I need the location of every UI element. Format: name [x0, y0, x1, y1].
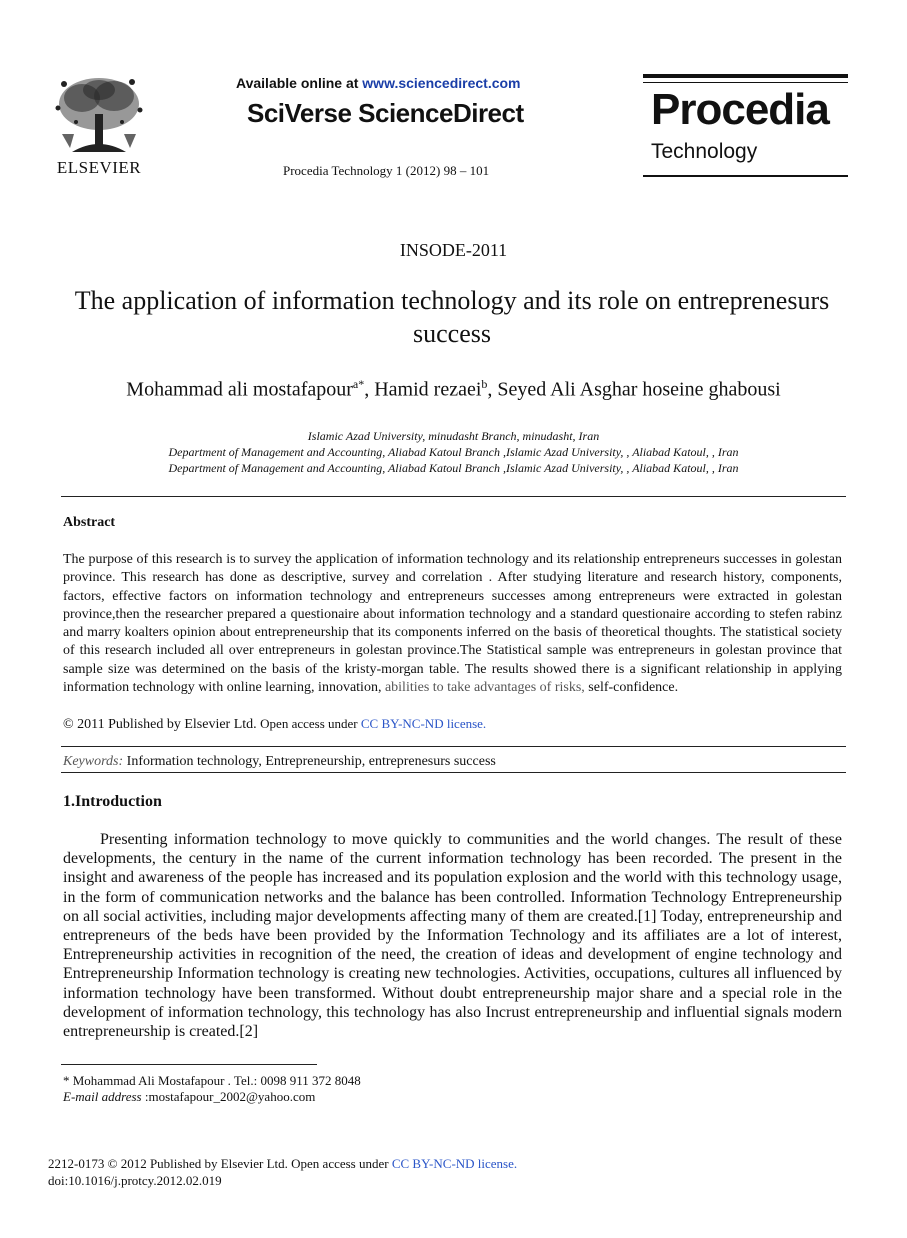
doi[interactable]: doi:10.1016/j.protcy.2012.02.019: [48, 1173, 222, 1188]
abstract-text: [63, 551, 842, 697]
introduction-text: Presenting information technology to move quickly to communities and the world changes. The result of these developments, the century in the name of the current information technology has been recorded. The present in the insight and awareness of the people has increased and its population explosion and the world with this technology usage, in the form of communication networks and the balance has been controlled. Information Technology Entrepreneurship on all social activities, including major developments affecting many of them are created.[1] Today, entrepreneurship and entrepreneurs of the beds have been provided by the Information Technology and its affiliates are a lot of interest, Entrepreneurship activities in recognition of the need, the creation of ideas and development of engine technology and Entrepreneurship Information technology is creating new technologies. Activities, occupations, cultures all influenced by information technology have been transformed. Without doubt entrepreneurship major share and a special role in the development of information technology, this technology has also Incrust entrepreneurship and influential signals modern entrepreneurship is created.[2]: [63, 831, 842, 1041]
journal-subtitle: Technology: [651, 140, 758, 163]
abstract-body: The purpose of this research is to survey the application of information technology and its relationship entrepreneurs successes in golestan province. This research has done as descriptive, survey and correlation . After studying literature and research history, components, factors, effective factors on information technology and entrepreneurs successes among entrepreneurs were extracted in golestan province,then the researcher prepared a questionaire about information technology and a standard questionaire according to stefen rabinz and marry koalters opinion about entrepreneurship that its components inferred on the basis of theoretical thoughts. The statistical society of this research included all over entrepreneurs in golestan province.The Statistical sample was entrepreneurs in golestan province that sample size was determined on the basis of the kristy-morgan table. The results showed there is a significant relationship in applying information technology with online learning, innovation,: [63, 552, 842, 696]
footnote-divider: [61, 1064, 317, 1065]
affiliation: Department of Management and Accounting, Aliabad Katoul Branch ,Islamic Azad University, , Aliabad Katoul, , Iran: [168, 445, 739, 459]
article-title: The application of information technology and its role on entreprenesurs success: [74, 286, 830, 348]
author-sup: b: [481, 377, 488, 391]
copyright: © 2011 Published by Elsevier Ltd.: [63, 717, 257, 732]
divider: [61, 496, 846, 497]
issn-line: [48, 1155, 517, 1172]
affiliation: Islamic Azad University, minudasht Branch, minudasht, Iran: [307, 429, 600, 443]
footer-license-link[interactable]: CC BY-NC-ND license.: [391, 1156, 518, 1171]
author-name: Hamid rezaei: [374, 378, 482, 401]
sciencedirect-link[interactable]: www.sciencedirect.com: [362, 75, 521, 91]
author-name: Seyed Ali Asghar hoseine ghabousi: [497, 378, 781, 401]
issn-text: 2212-0173 © 2012 Published by Elsevier Ltd. Open access under: [48, 1156, 392, 1171]
abstract-grey: abilities to take advantages of risks,: [384, 680, 585, 696]
author-name: Mohammad ali mostafapour: [126, 378, 353, 401]
logo-bar-bottom: [643, 175, 848, 177]
keywords-text: Information technology, Entrepreneurship, entreprenesurs success: [123, 754, 496, 769]
divider: [61, 746, 846, 747]
keywords-label: Keywords:: [63, 754, 124, 769]
copyright-line: [63, 716, 486, 733]
keywords: [63, 754, 496, 770]
logo-bar-thin: [643, 82, 848, 83]
journal-citation: Procedia Technology 1 (2012) 98 – 101: [283, 163, 490, 178]
divider: [61, 772, 846, 773]
elsevier-wordmark: ELSEVIER: [56, 158, 142, 177]
footnote: [63, 1073, 361, 1105]
affiliations: [40, 428, 867, 476]
author-list: Mohammad ali mostafapour$^{a*}$, Hamid rezaei$^b$, Seyed Ali Asghar hoseine ghabousi: [126, 377, 781, 401]
license-link[interactable]: CC BY-NC-ND license.: [360, 716, 487, 731]
conference-name: INSODE-2011: [399, 240, 508, 260]
available-prefix: Available online at: [236, 75, 363, 91]
elsevier-tree-icon: [52, 74, 146, 156]
email-address[interactable]: :mostafapour_2002@yahoo.com: [141, 1089, 316, 1104]
corresponding-author: * Mohammad Ali Mostafapour . Tel.: 0098 911 372 8048: [63, 1073, 361, 1088]
journal-title: Procedia: [651, 85, 829, 134]
author-sup: a*: [352, 377, 365, 391]
platform-logo: SciVerse ScienceDirect: [247, 98, 524, 128]
journal-logo: [643, 74, 848, 178]
logo-bar-top: [643, 74, 848, 78]
page-footer: [48, 1155, 517, 1189]
elsevier-logo: [52, 74, 146, 178]
available-online: [236, 75, 521, 91]
abstract-end: self-confidence.: [584, 680, 679, 696]
affiliation: Department of Management and Accounting, Aliabad Katoul Branch ,Islamic Azad University, , Aliabad Katoul, , Iran: [168, 461, 739, 475]
section-heading: 1.Introduction: [63, 793, 162, 810]
abstract-heading: Abstract: [63, 515, 116, 530]
email-label: E-mail address: [63, 1089, 142, 1104]
email-line: [63, 1089, 361, 1105]
open-access-label: Open access under: [260, 716, 361, 731]
